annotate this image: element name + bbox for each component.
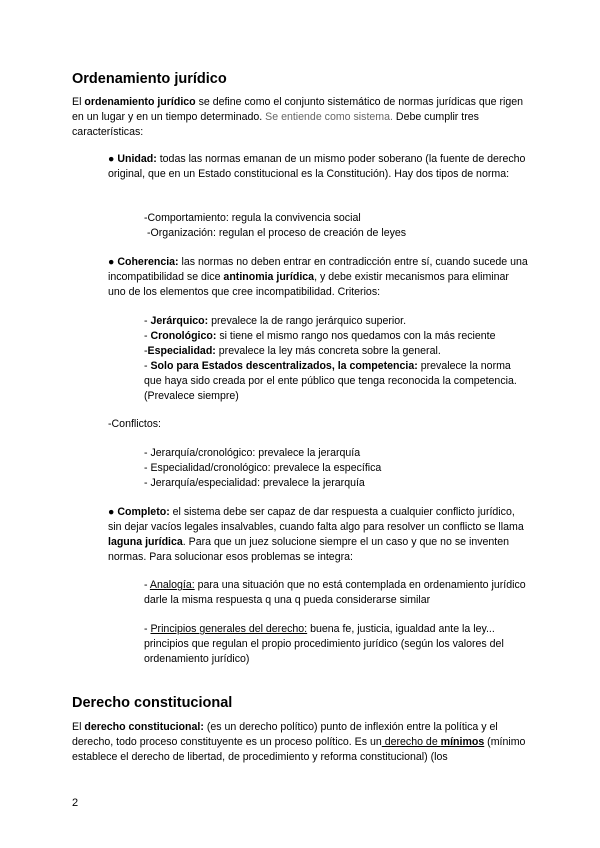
unidad-text: todas las normas emanan de un mismo poder soberano (la fuente de derecho original, que en un Estado constitucional es la Constitución). Hay dos tipos de norma: (108, 153, 526, 180)
principios-text: buena fe, justicia, igualdad ante la ley... principios que regulan el propio procedimiento jurídico (según los valores del ordenamiento jurídico) (144, 623, 504, 665)
criterio-item: - Cronológico: si tiene el mismo rango nos quedamos con la más reciente (144, 330, 496, 342)
principios-label: Principios generales del derecho: (150, 623, 308, 635)
page-number: 2 (72, 797, 79, 809)
unidad-paragraph (108, 152, 528, 182)
derecho-minimos-underline: derecho de (381, 736, 441, 748)
completo-label: Completo: (117, 506, 170, 518)
criterio-item: -Especialidad: prevalece la ley más concreta sobre la general. (144, 345, 441, 357)
analogia-item: - Analogía: para una situación que no está contemplada en ordenamiento jurídico darle la misma respuesta q una q pueda considerarse similar (144, 579, 526, 606)
coherencia-label: Coherencia: (117, 256, 179, 268)
intro-paragraph (72, 95, 527, 140)
antinomia-term: antinomia jurídica (223, 271, 315, 283)
completo-text-2: . Para que un juez solucione siempre el un caso y que no se inventen normas. Para solucionar esos problemas se integra: (108, 536, 510, 563)
criterio-label: Cronológico: (150, 330, 217, 342)
coherencia-text-2: , y debe existir mecanismos para eliminar uno de los elementos que cree incompatibilidad. Criterios: (108, 271, 509, 298)
criterio-item: - Solo para Estados descentralizados, la competencia: prevalece la norma que haya sido creada por el ente público que tenga reconocida la competencia. (Prevalece siempre) (144, 360, 517, 402)
criterio-label: Especialidad: (147, 345, 216, 357)
intro-gray-note: Se entiende como sistema. (265, 111, 393, 123)
laguna-term: laguna jurídica (108, 536, 183, 548)
analogia-text: para una situación que no está contemplada en ordenamiento jurídico darle la misma respuesta q una q pueda considerarse similar (144, 579, 526, 606)
conflicto-item: - Jerarquía/cronológico: prevalece la jerarquía (144, 447, 361, 459)
coherencia-text-1: las normas no deben entrar en contradicción entre sí, cuando sucede una incompatibilidad se dice (108, 256, 528, 283)
intro-text-a: El (72, 96, 85, 108)
conflictos-label: -Conflictos: (108, 418, 161, 430)
intro-term: ordenamiento jurídico (84, 96, 196, 108)
constitucional-term: derecho constitucional: (84, 721, 204, 733)
conflicto-item: - Jerarquía/especialidad: prevalece la jerarquía (144, 477, 365, 489)
coherencia-paragraph (108, 255, 528, 300)
intro-text-c: se define como el conjunto sistemático de normas jurídicas que rigen en un lugar y en un tiempo determinado. (72, 96, 524, 123)
criterio-label: Solo para Estados descentralizados, la competencia: (150, 360, 418, 372)
completo-paragraph (108, 505, 528, 565)
criterio-item: - Jerárquico: prevalece la de rango jerárquico superior. (144, 315, 407, 327)
bullet-icon: ● (108, 256, 118, 268)
bullet-icon: ● (108, 153, 118, 165)
constitucional-paragraph: El derecho constitucional: (es un derecho político) punto de inflexión entre la política y el derecho, todo proceso constituyente es un proceso político. Es un derecho de mínimos (mínimo establece el derecho de libertad, de procedimiento y reforma constitucional) (los (72, 721, 526, 763)
unidad-label: Unidad: (117, 153, 157, 165)
analogia-label: Analogía: (149, 579, 195, 591)
minimos-term: mínimos (440, 736, 485, 748)
tipo-item: -Comportamiento: regula la convivencia social (144, 212, 361, 224)
principios-item: - Principios generales del derecho: buena fe, justicia, igualdad ante la ley... principios que regulan el propio procedimiento jurídico (según los valores del ordenamiento jurídico) (144, 623, 504, 665)
bullet-icon: ● (108, 506, 118, 518)
intro-text-e: Debe cumplir tres características: (72, 111, 479, 138)
tipo-item: -Organización: regulan el proceso de creación de leyes (147, 227, 407, 239)
section-title-ordenamiento: Ordenamiento jurídico (72, 71, 227, 87)
section-title-derecho-constitucional: Derecho constitucional (72, 695, 233, 711)
completo-text-1: el sistema debe ser capaz de dar respuesta a cualquier conflicto jurídico, sin dejar vacíos legales insalvables, cuando falta algo para resolver un conflicto se llama (108, 506, 524, 533)
criterio-label: Jerárquico: (150, 315, 209, 327)
conflicto-item: - Especialidad/cronológico: prevalece la específica (144, 462, 382, 474)
